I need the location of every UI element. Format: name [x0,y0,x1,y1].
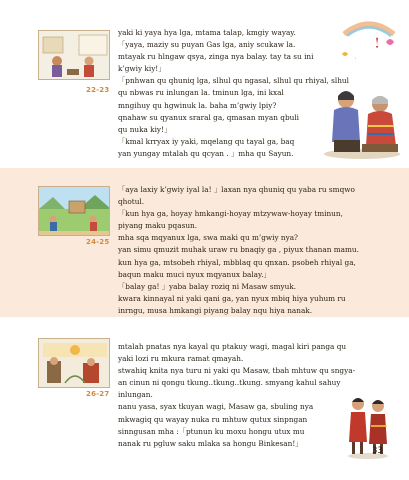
text-line: mha sqa mqyanux lga, swa maki qu m’gwiy nya? [118,233,298,243]
text-line: 「aya laxiy k’gwiy iyal la! 」laxan nya qhuniq qu yaba ru smqwo [118,185,355,194]
svg-text:飛吧!: 飛吧! [346,36,381,52]
text-line: nanu yasa, syax tkuyan wagi, Masaw ga, sbuling nya [118,402,314,412]
text-line: an cinun ni qongu tkung..tkung..tkung. smyang kahul sahuy [118,378,341,388]
text-line: 「pnhwan qu qhuniq lga, slhul qu ngasal, slhul qu rhiyal, slhul [118,76,349,86]
text-line: yaki ki yaya hya lga, mtama talap, kmgiy wayay. [118,28,296,37]
thumbnail-24-25 [38,186,110,236]
page-range-label: 22-23 [86,86,110,94]
two-children-illustration [346,390,390,460]
text-line: 「kun hya ga, hoyay hmkangi-hoyay mtzywaw-hoyay tminun, [118,209,343,219]
text-line: qnahaw su qyanux sraral ga, qmasan myan qbuli [118,112,299,122]
page-number: 33 [372,446,383,456]
text-line: yaki lozi ru mkura ramat qmayah. [118,354,244,364]
story-text-26-27 [118,341,356,450]
text-line: mngihuy qu hgwinuk la. baha m’gwiy lpiy? [118,100,277,110]
text-line: mkwagiq qu wayay nuka ru mhtuw qutux sinpngan [118,414,308,424]
thumbnail-26-27 [38,338,110,388]
text-line: k’gwiy kiy!」 [118,64,166,74]
text-line: kwara kinnayal ni yaki qani ga, yan nyux mbiq hiya yuhum ru [118,293,346,303]
text-line: mtalah pnatas nya kayal qu ptakuy wagi, magal kiri panga qu [118,342,347,351]
text-line: qhotul. [118,197,145,207]
text-line: baqun maku muci nyux mqyanux balay.」 [118,269,271,279]
text-line: inlungan. [118,390,153,400]
text-line: qu nbwas ru inlungan la. tminun lga, ini kxal [118,88,284,98]
thumbnail-22-23 [38,30,110,80]
svg-text:彩虹蝶: 彩虹蝶 [352,51,392,64]
book-title-logo [338,14,400,64]
text-line: mtayak ru hlngaw qsya, zinga nya balay. tay ta su ini [118,52,314,62]
text-line: nanak ru pgluw saku mlaka sa hongu Binkesan!」 [118,438,303,448]
text-line: yan simu qmuzit muhak uraw ru bnaqiy ga , piyux thanan mamu. [118,245,359,255]
text-line: 「yaya, maziy su puyan Gas lga, aniy scukaw la. [118,40,296,50]
text-line: yan yungay mtalah qu qcyan . 」mha qu Sayun. [118,148,294,158]
text-line: 「kmal krryax iy yaki, mqelang qu tayal ga, baq [118,136,295,146]
text-line: 「balay ga! 」yaba balay roziq ni Masaw smyuk. [118,281,297,291]
text-line: qu nuka kiy!」 [118,124,172,134]
page-range-label: 24-25 [86,238,110,246]
text-line: stwahiq knita nya turu ni yaki qu Masaw, tbah mhtuw qu sngya- [118,366,356,376]
text-line: piyang maku pqasun. [118,221,198,231]
story-text-24-25 [118,184,359,317]
text-line: kun hya ga, mtsobeh rhiyal, mbblaq qu qnxan. psobeh rhiyal ga, [118,257,356,267]
grandmother-granddaughter-illustration [322,70,402,160]
text-line: inrngu, musa hmkangi piyang balay nqu hiya nanak. [118,305,313,315]
text-line: sinngusan mha :「ptunun ku moxu hongu utux mu [118,426,305,436]
story-text-22-23 [118,27,349,160]
page-range-label: 26-27 [86,390,110,398]
